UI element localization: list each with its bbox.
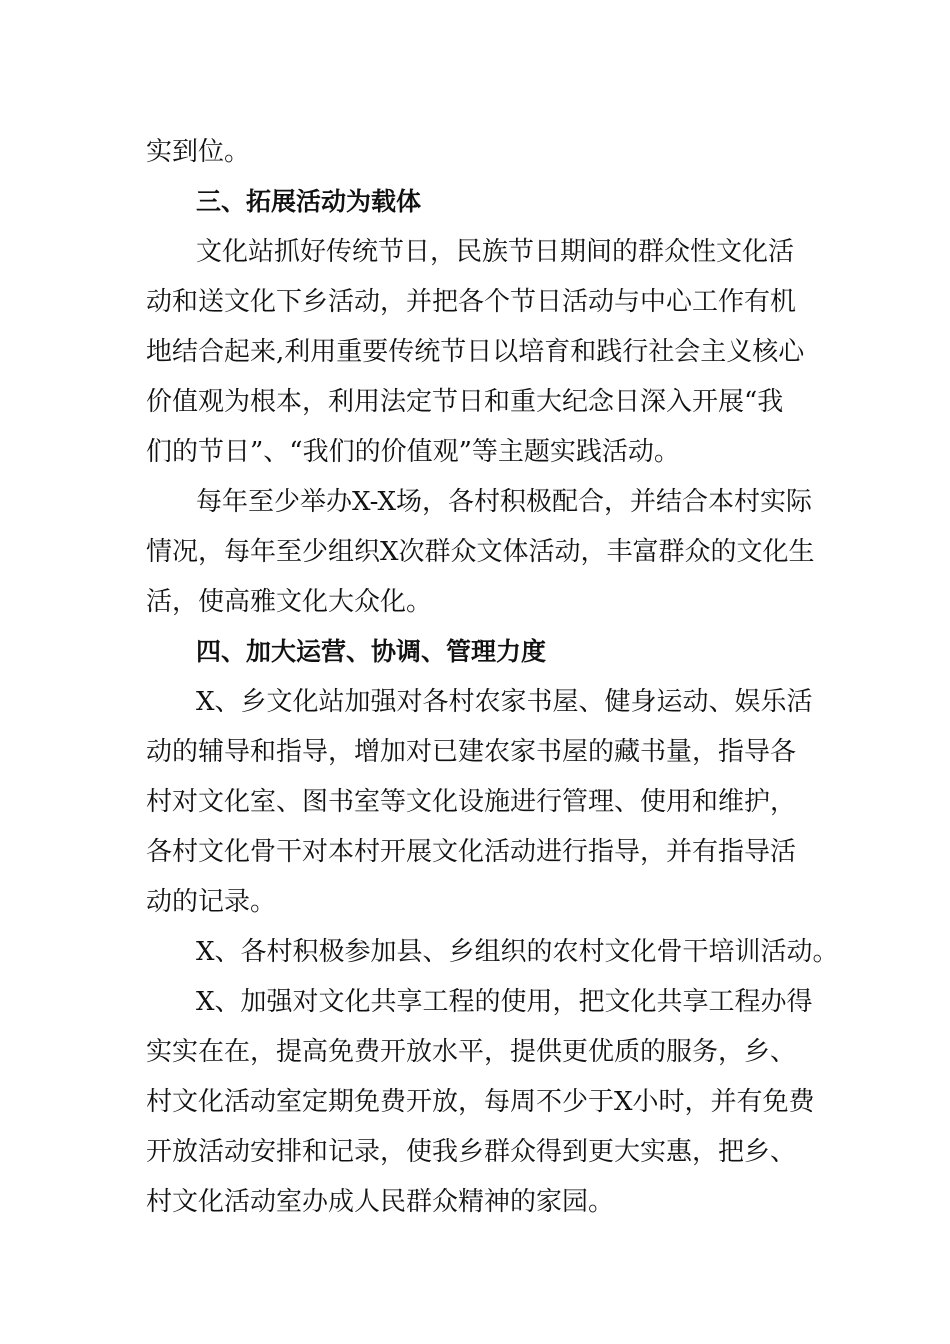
paragraph-line: 地结合起来,利用重要传统节日以培育和践行社会主义核心 [146,337,805,367]
paragraph-line: 动的辅导和指导，增加对已建农家书屋的藏书量，指导各 [146,737,797,767]
paragraph-line: 实实在在，提高免费开放水平，提供更优质的服务，乡、 [146,1037,797,1067]
body-text-line: 实到位。 [146,137,251,167]
section-heading-3: 三、拓展活动为载体 [196,187,422,216]
paragraph-line: 价值观为根本，利用法定节日和重大纪念日深入开展“我 [146,387,784,417]
paragraph-line: 文化站抓好传统节日，民族节日期间的群众性文化活 [196,237,795,267]
paragraph-line: 开放活动安排和记录，使我乡群众得到更大实惠，把乡、 [146,1137,797,1167]
paragraph-line: 活，使高雅文化大众化。 [146,587,433,617]
paragraph-line: X、加强对文化共享工程的使用，把文化共享工程办得 [196,987,813,1017]
paragraph-line: 们的节日”、“我们的价值观”等主题实践活动。 [146,437,680,467]
section-heading-4: 四、加大运营、协调、管理力度 [196,637,547,666]
paragraph-line: 村对文化室、图书室等文化设施进行管理、使用和维护， [146,787,797,817]
paragraph-line: 每年至少举办X-X场，各村积极配合，并结合本村实际 [196,487,812,517]
paragraph-line: 村文化活动室办成人民群众精神的家园。 [146,1187,615,1217]
paragraph-line: 动的记录。 [146,887,277,917]
paragraph-line: 动和送文化下乡活动，并把各个节日活动与中心工作有机 [146,287,797,317]
paragraph-line: X、各村积极参加县、乡组织的农村文化骨干培训活动。 [196,937,839,967]
paragraph-line: 村文化活动室定期免费开放，每周不少于X小时，并有免费 [146,1087,815,1117]
paragraph-line: 情况，每年至少组织X次群众文体活动，丰富群众的文化生 [146,537,815,567]
paragraph-line: X、乡文化站加强对各村农家书屋、健身运动、娱乐活 [196,687,813,717]
paragraph-line: 各村文化骨干对本村开展文化活动进行指导，并有指导活 [146,837,797,867]
